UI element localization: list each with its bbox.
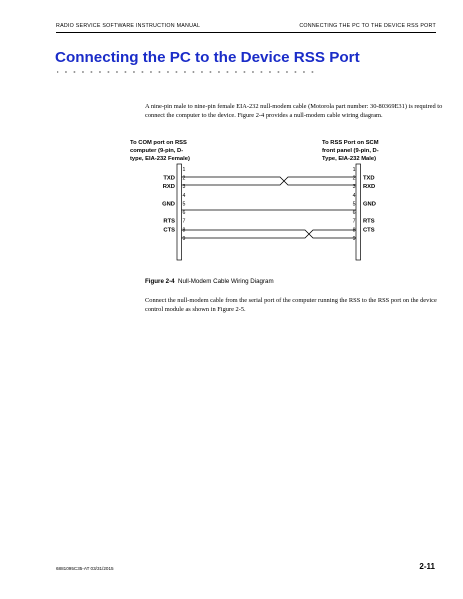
right-heading-line-1: To RSS Port on SCM (322, 140, 379, 146)
right-pin-2: 2 (352, 175, 356, 182)
figure-caption (145, 278, 274, 285)
footer-page-number: 2-11 (419, 562, 435, 571)
left-connector (177, 164, 182, 260)
left-heading-line-2: computer (9-pin, D- (130, 148, 184, 154)
wire-rxd-txd (182, 177, 357, 185)
right-pin-4: 4 (352, 192, 356, 199)
right-pin-6: 6 (352, 210, 356, 217)
left-signal-rxd: RXD (162, 184, 175, 191)
left-heading-line-1: To COM port on RSS (130, 140, 187, 146)
left-signal-rts: RTS (163, 218, 175, 225)
right-pin-9: 9 (352, 235, 356, 242)
left-pin-3: 3 (182, 184, 186, 191)
left-signal-cts: CTS (163, 227, 175, 234)
left-pin-8: 8 (182, 227, 186, 234)
section-title: Connecting the PC to the Device RSS Port (55, 49, 360, 66)
right-signal-rts: RTS (363, 218, 375, 225)
running-header-section: CONNECTING THE PC TO THE DEVICE RSS PORT (299, 23, 436, 29)
right-pin-7: 7 (352, 218, 356, 225)
intro-paragraph: A nine-pin male to nine-pin female EIA-232 null-modem cable (Motorola part number: 30-80369E31) is required to connect the computer to the device. Figure 2-4 provides a null-modem cable wiring diagram. (145, 103, 443, 119)
figure-number: Figure 2-4 (145, 278, 175, 285)
wire-cts-rts (182, 230, 357, 238)
left-pin-2: 2 (182, 175, 186, 182)
right-heading-line-3: Type, EIA-232 Male) (322, 156, 377, 162)
connection-paragraph: Connect the null-modem cable from the serial port of the computer running the RSS to the RSS port on the device control module as shown in Figure 2-5. (145, 297, 437, 313)
figure-caption-text: Null-Modem Cable Wiring Diagram (178, 278, 274, 285)
right-heading-line-2: front panel (9-pin, D- (322, 148, 379, 154)
left-pin-4: 4 (182, 192, 186, 199)
wire-txd-rxd (182, 177, 357, 185)
footer-document-id: 6881095C35-AT 03/31/2015 (56, 566, 114, 571)
left-pin-7: 7 (182, 218, 186, 225)
right-pin-8: 8 (352, 227, 356, 234)
wire-rts-cts (182, 230, 357, 238)
left-heading-line-3: type, EIA-232 Female) (130, 156, 190, 162)
right-pin-1: 1 (352, 167, 356, 173)
right-signal-txd: TXD (363, 175, 375, 182)
right-connector (356, 164, 361, 260)
left-pin-9: 9 (182, 235, 186, 242)
left-pin-5: 5 (182, 201, 186, 208)
title-dotted-rule (57, 70, 319, 74)
right-signal-rxd: RXD (363, 184, 376, 191)
left-pin-6: 6 (182, 210, 186, 217)
right-pin-5: 5 (352, 201, 356, 208)
running-header-manual-title: RADIO SERVICE SOFTWARE INSTRUCTION MANUAL (56, 23, 201, 29)
right-signal-gnd: GND (363, 201, 376, 208)
right-pin-3: 3 (352, 184, 356, 191)
left-pin-1: 1 (182, 167, 186, 173)
right-signal-cts: CTS (363, 227, 375, 234)
left-signal-gnd: GND (162, 201, 175, 208)
left-signal-txd: TXD (163, 175, 175, 182)
header-rule (56, 32, 436, 33)
null-modem-wiring-diagram (120, 132, 420, 272)
